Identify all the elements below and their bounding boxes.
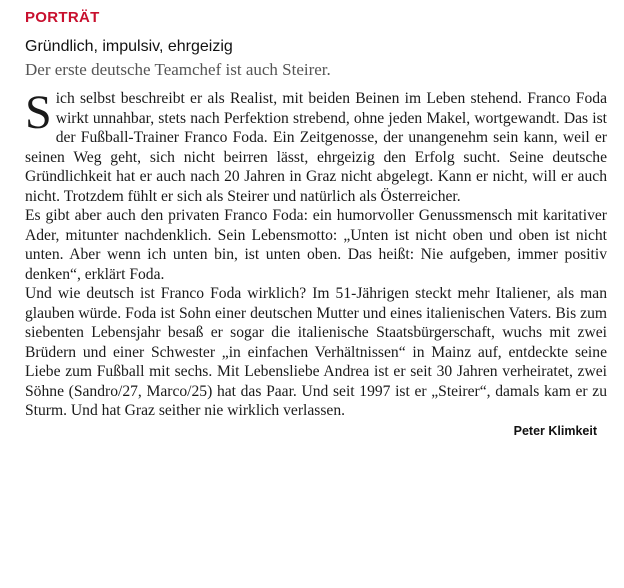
subheadline: Der erste deutsche Teamchef ist auch Steirer. [25,60,331,79]
headline: Gründlich, impulsiv, ehrgeizig [25,38,233,55]
paragraph-3: Und wie deutsch ist Franco Foda wirklich? Im 51-Jährigen steckt mehr Italiener, als man glauben würde. Foda ist Sohn einer deutschen Mutter und eines italienischen Vaters. Bis zum siebenten Lebensjahr besaß er sogar die italienische Staatsbürgerschaft, wuchs mit zwei Brüdern und einer Schwester „in einfachen Verhältnissen“ in Mainz auf, entdeckte seine Liebe zum Fußball mit sechs. Mit Lebensliebe Andrea ist er seit 30 Jahren verheiratet, zwei Söhne (Sandro/27, Marco/25) hat das Paar. Und seit 1997 ist er „Steirer“, damals kam er zu Sturm. Und hat Graz seither nie wirklich verlassen. [25,285,607,419]
paragraph-1-text: ich selbst beschreibt er als Realist, mit beiden Beinen im Leben stehend. Franco Foda wirkt unnahbar, stets nach Perfektion strebend, ohne jeden Makel, wortgewandt. Das ist der Fußball-Trainer Franco Foda. Ein Zeitgenosse, der unangenehm sein kann, weil er seinen Weg geht, sich nicht beirren lässt, ehrgeizig den Erfolg sucht. Seine deutsche Gründlichkeit hat er auch nach 20 Jahren in Graz nicht abgelegt. Kann er nicht, will er auch nicht. Trotzdem fühlt er sich als Steirer und natürlich als Österreicher. [25,90,607,205]
byline: Peter Klimkeit [513,423,597,438]
paragraph-1 [25,86,607,206]
article-body [25,86,607,421]
dropcap: S [25,86,52,139]
rubric: PORTRÄT [25,9,100,26]
article [25,8,607,438]
paragraph-2: Es gibt aber auch den privaten Franco Foda: ein humorvoller Genussmensch mit karitativer Ader, mitunter nachdenklich. Sein Lebensmotto: „Unten ist nicht oben und oben ist nicht unten. Aber wenn ich unten bin, ist unten oben. Das heißt: Nie aufgeben, immer positiv denken“, erklärt Foda. [25,207,607,283]
